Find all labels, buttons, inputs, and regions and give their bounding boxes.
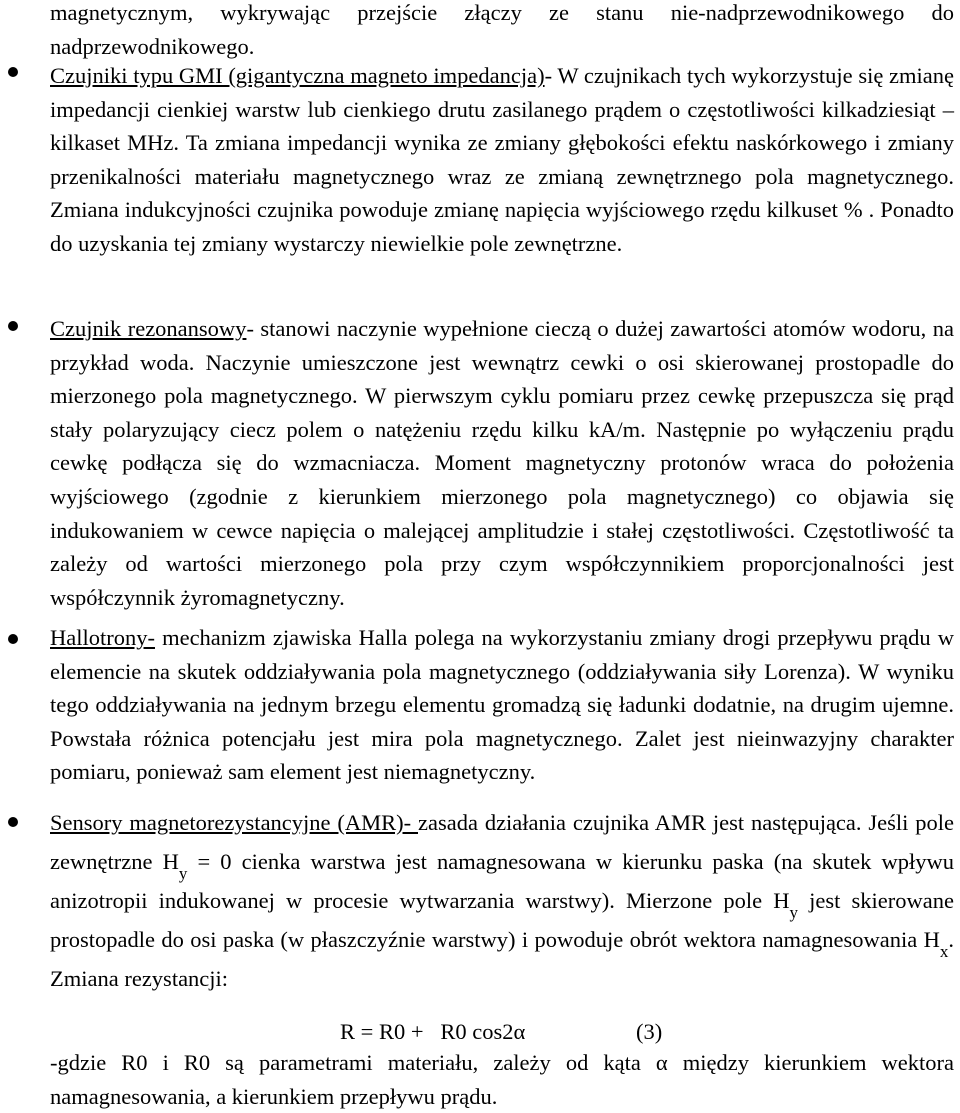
- subscript-y: y: [178, 864, 188, 883]
- bullet-icon: [8, 817, 18, 827]
- term-gmi: Czujniki typu GMI (gigantyczna magneto impedancja): [50, 63, 545, 88]
- term-amr: Sensory magnetorezystancyjne (AMR)-: [50, 810, 418, 835]
- bullet-icon: [8, 67, 18, 77]
- text-resonance: - stanowi naczynie wypełnione cieczą o dużej zawartości atomów wodoru, na przykład woda. Naczynie umieszczone jest wewnątrz cewki o osi skierowanej prostopadle do mierzonego pola magnetycznego. W pierwszym cyklu pomiaru przez cewkę przepuszcza się prąd stały polaryzujący ciecz polem o natężeniu rzędu kilku kA/m. Następnie po wyłączeniu prądu cewkę podłącza się do wzmacniacza. Moment magnetyczny protonów wraca do położenia wyjściowego (zgodnie z kierunkiem mierzonego pola magnetycznego) co objawia się indukowaniem w cewce napięcia o malejącej amplitudzie i stałej częstotliwości. Częstotliwość ta zależy od wartości mierzonego pola przy czym współczynnikiem proporcjonalności jest współczynnik żyromagnetyczny.: [50, 316, 954, 610]
- subscript-x: x: [939, 942, 949, 961]
- equation-expression: R = R0 + R0 cos2α: [340, 1019, 526, 1044]
- subscript-y: y: [789, 903, 799, 922]
- list-item-resonance: [50, 312, 954, 614]
- text-hallotron: mechanizm zjawiska Halla polega na wykorzystaniu zmiany drogi przepływu prądu w elemencie na skutek oddziaływania pola magnetycznego (oddziaływania siły Lorenza). W wyniku tego oddziaływania na jednym brzegu elementu gromadzą się ładunki dodatnie, na drugim ujemne. Powstała różnica potencjału jest mira pola magnetycznego. Zalet jest nieinwazyjny charakter pomiaru, ponieważ sam element jest niemagnetyczny.: [50, 625, 954, 785]
- bullet-icon: [8, 321, 18, 331]
- list-item-hallotron: [50, 621, 954, 789]
- intro-paragraph: [50, 0, 954, 63]
- intro-text: magnetycznym, wykrywając przejście złączy ze stanu nie-nadprzewodnikowego do nadprzewodnikowego.: [50, 0, 954, 59]
- text-amr-a: zasada działania czujnika AMR jest następująca. Jeśli pole zewnętrzne H: [50, 810, 954, 874]
- closing-text: -gdzie R0 i R0 są parametrami materiału, zależy od kąta α między kierunkiem wektora namagnesowania, a kierunkiem przepływu prądu.: [50, 1050, 954, 1109]
- text-gmi: - W czujnikach tych wykorzystuje się zmianę impedancji cienkiej warstw lub cienkiego drutu zasilanego prądem o częstotliwości kilkadziesiąt – kilkaset MHz. Ta zmiana impedancji wynika ze zmiany głębokości efektu naskórkowego i zmiany przenikalności materiału magnetycznego wraz ze zmianą zewnętrznego pola magnetycznego. Zmiana indukcyjności czujnika powoduje zmianę napięcia wyjściowego rzędu kilkuset % . Ponadto do uzyskania tej zmiany wystarczy niewielkie pole zewnętrzne.: [50, 63, 954, 256]
- bullet-icon: [8, 634, 18, 644]
- equation-3: [0, 1015, 960, 1049]
- term-hallotron: Hallotrony-: [50, 625, 155, 650]
- text-amr-c: jest skierowane prostopadle do osi paska (w płaszczyźnie warstwy) i powoduje obrót wektora namagnesowania H: [50, 888, 954, 952]
- list-item-amr: [50, 803, 954, 998]
- closing-paragraph: [50, 1046, 954, 1113]
- text-amr-b: = 0 cienka warstwa jest namagnesowana w kierunku paska (na skutek wpływu anizotropii indukowanej w procesie wytwarzania warstwy). Mierzone pole H: [50, 849, 954, 913]
- text-amr-d: . Zmiana rezystancji:: [50, 927, 954, 991]
- list-item-gmi: [50, 59, 954, 261]
- term-resonance: Czujnik rezonansowy: [50, 316, 247, 341]
- equation-number: (3): [636, 1019, 663, 1044]
